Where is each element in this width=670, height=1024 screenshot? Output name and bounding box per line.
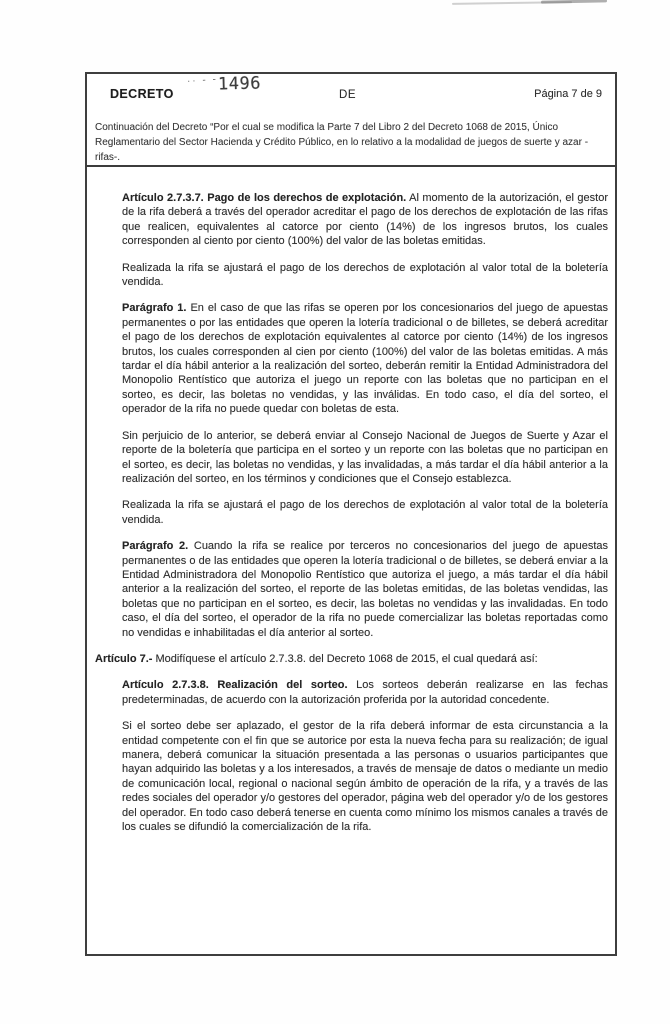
paragraph-realizada-rifa-2: [122, 498, 608, 527]
paragraph-text: Modifíquese el artículo 2.7.3.8. del Decreto 1068 de 2015, el cual quedará así:: [155, 652, 538, 665]
paragraph-text: Cuando la rifa se realice por terceros no concesionarios del juego de apuestas permanentes o de las entidades que operen la lotería tradicional o de billetes, se deberá enviar a la Entidad Administradora del Monopolio Rentístico que autoriza el juego, a más tardar el día hábil anterior a la realización del sorteo, el reporte de las boletas emitidas, de las boletas vendidas, las boletas que no participan en el sorteo, es decir, las boletas no vendidas y las invalidadas. En todo caso, el día del sorteo, el operador de la rifa no puede comercializar las boletas reportadas como no vendidas e inhabilitadas el día anterior al sorteo.: [122, 540, 608, 639]
decree-number-stamp: [187, 74, 261, 94]
header-divider: [85, 165, 617, 167]
paragraph-articulo-7: [95, 652, 608, 666]
paragraph-text: En el caso de que las rifas se operen por los concesionarios del juego de apuestas permanentes o por las entidades que operen la lotería tradicional o de billetes, se deberá acreditar el pago de los derechos de explotación equivalentes al catorce por ciento (14%) de los ingresos brutos, los cuales corresponden al cien por ciento (100%) del valor de las boletas emitidas. A más tardar el día hábil anterior a la realización del sorteo, deberán remitir la Entidad Administradora del Monopolio Rentístico que autoriza el juego un reporte con las boletas que no participan en el sorteo, es decir, las boletas no vendidas, y las inválidas. En todo caso, el día del sorteo, el operador de la rifa no puede quedar con boletas de esta.: [122, 302, 608, 416]
paragraph-lead: Parágrafo 1.: [122, 302, 187, 315]
paragraph-lead: Artículo 2.7.3.7. Pago de los derechos de explotación.: [122, 192, 407, 204]
stamp-marks: ·· - -: [186, 73, 219, 88]
paragraph-lead: Artículo 7.-: [95, 652, 153, 665]
continuation-note: Continuación del Decreto “Por el cual se modifica la Parte 7 del Libro 2 del Decreto 1068 de 2015, Único Reglamentario del Sector Hacienda y Crédito Público, en lo relativo a la modalidad de juegos de suerte y azar -rifas-.: [95, 122, 589, 163]
paragraph-text: Realizada la rifa se ajustará el pago de los derechos de explotación al valor total de la boletería vendida.: [122, 499, 608, 526]
paragraph-realizada-rifa-1: [122, 261, 608, 290]
scan-smudge-artifact: [541, 0, 607, 4]
page-indicator: Página 7 de 9: [534, 88, 602, 100]
paragraph-text: Los sorteos deberán realizarse en las fechas predeterminadas, de acuerdo con la autorización proferida por la autoridad concedente.: [122, 679, 609, 706]
paragraph-text: Si el sorteo debe ser aplazado, el gestor de la rifa deberá informar de esta circunstancia a la entidad competente con el fin que se autorice por esta la nueva fecha para su realización; de igual manera, deberá comunicar la situación presentada a las personas o usuarios participantes que hayan adquirido las boletas y a los interesados, a través de mensaje de datos o mediante un medio de comunicación local, regional o nacional según ámbito de operación de la rifa, y a través de las redes sociales del operador y/o gestores del operador, página web del operador y/o de los gestores del operador. En todo caso deberá tenerse en cuenta como mínimo los mismos canales a través de los cuales se difundió la comercialización de la rifa.: [122, 720, 608, 834]
paragraph-text: Sin perjuicio de lo anterior, se deberá enviar al Consejo Nacional de Juegos de Suerte y Azar el reporte de la boletería que participa en el sorteo y un reporte con las boletas que no participan en el sorteo, es decir, las boletas no vendidas, y las invalidadas, a más tardar el día hábil anterior a la realización del sorteo, en los términos y condiciones que el Consejo establezca.: [122, 429, 608, 485]
document-body: [95, 191, 609, 846]
paragraph-paragrafo-2: [122, 539, 608, 640]
paragraph-sin-perjuicio: [122, 429, 608, 487]
paragraph-text: Al momento de la autorización, el gestor de la rifa deberá a través del operador acreditar el pago de los derechos de explotación de las rifas que realicen, equivalentes al catorce por ciento (14%) de los ingresos brutos, los cuales corresponden al ciento por ciento (100%) del valor de las boletas emitidas.: [122, 192, 608, 248]
paragraph-sorteo-aplazado: [122, 719, 608, 834]
stamp-number: 1496: [217, 73, 262, 95]
document-frame: [85, 72, 617, 956]
paragraph-lead: Parágrafo 2.: [122, 540, 189, 553]
paragraph-articulo-2-7-3-8: [122, 678, 608, 707]
paragraph-articulo-2-7-3-7: [122, 191, 608, 249]
paragraph-lead: Artículo 2.7.3.8. Realización del sorteo.: [122, 679, 348, 692]
doc-type-label: DECRETO: [110, 87, 174, 101]
paragraph-text: Realizada la rifa se ajustará el pago de los derechos de explotación al valor total de la boletería vendida.: [122, 261, 608, 289]
paragraph-paragrafo-1: [122, 301, 608, 416]
de-label: DE: [339, 89, 357, 101]
